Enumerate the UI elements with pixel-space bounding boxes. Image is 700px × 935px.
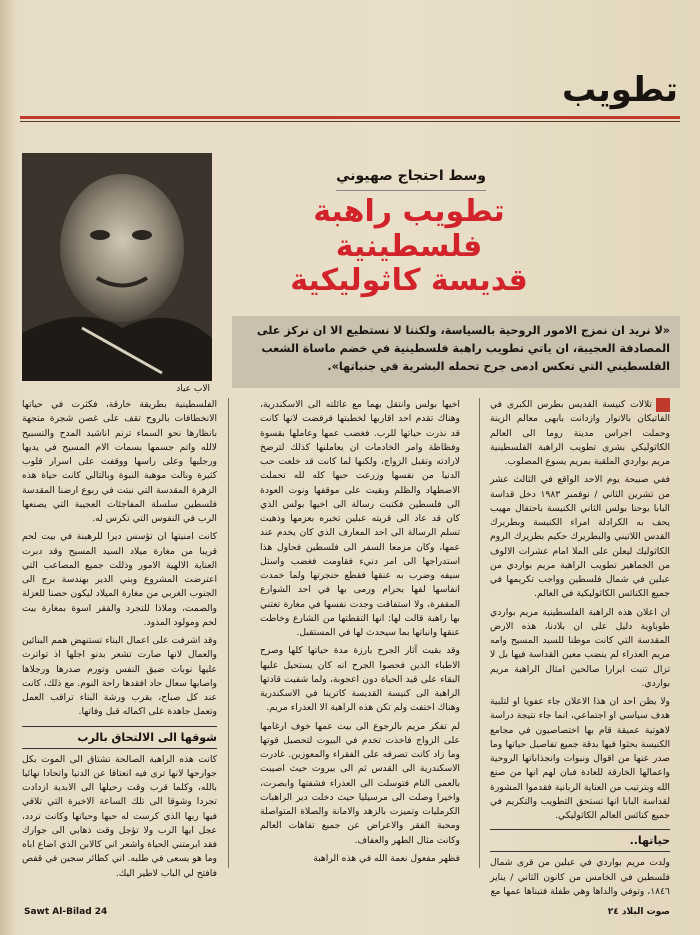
col2-paragraph-1: اخيها بولس وانتقل بهما مع عائلته الى الاسكندرية، وهناك تقدم احد اقاربها لخطبتها فرفضت لانها كانت قد نذرت حياتها للرب. فغضب عمها وعاملها بقسوة وفظاظة وامر الخادمات ان يعاملنها كذلك لترضخ لارادته وتقبل الزواج، ولكنها لما كانت قد خلعت حب الدنيا من نفسها وزرعت حبها كله لله تحملت الاضطهاد والظلم وبقيت على موقفها ونوت العودة الى فلسطين فكتبت رسالة الى اخيها بولس الذي كان قد عاد الى قريته عبلين تخبره بعزمها وذهبت تسلم الرسالة الى احد المعارف الذي كان يخدم عند عمها، وكان مزمعا السفر الى فلسطين فحاول هذا استدراجها الى امر دنيء فقاومت فغضب واستل سيفه وضرب به عنقها فقطع حنجرتها ولما خمدت انفاسها لفها بحرام ورمى بها في احد الشوارع المقفرة، ولا استفاقت وجدت نفسها في مغارة تعتني بها راهبة قالت لها: انها التقطتها من الشارع وخاطت عنقها وانباتها بما سيحدث لها في المستقبل. <box>260 399 460 638</box>
section-label: تطويب <box>562 70 678 110</box>
col3-paragraph-3: وقد اشرفت على اعمال البناء تستنهض همم البنائين والعمال لانها صارت تشعر بدنو اجلها اذ تواترت عليها نوبات ضيق النفس وتورم صدرها ورجلاها واصابها سعال حاد افقدها راحة النوم. مع ذلك، كانت عند كل صباح، بقرب ورشة البناء تراقب العمل وتعمل جاهدة على اكماله قبل وفاتها. <box>22 635 217 718</box>
photo-caption: الاب عياد <box>176 384 210 394</box>
column-divider-2 <box>228 398 229 868</box>
col3-subhead: شوقها الى الالتحاق بالرب <box>22 726 217 749</box>
col3-paragraph-2: كانت امنيتها ان تؤسس ديرا للرهبنة في بيت لحم قريبا من مغارة ميلاد السيد المسيح وقد دبرت العناية الالهية الامور وذللت جميع المصاعب التي اعترضت المشروع وبني الدير بهندسة برج الى الجنوب الغربي من مغارة الميلاد ليكون حصنا للعزلة والصمت، وملاذا للتجرد والفقر اسوة بمغارة بيت لحم ومولود المذود. <box>22 531 217 628</box>
section-bullet-icon <box>656 398 670 412</box>
col2-paragraph-4: فظهر مفعول نعمة الله في هذه الراهبة <box>313 852 460 864</box>
headline-line-2: قديسة كاثوليكية <box>290 263 528 298</box>
portrait-illustration <box>22 153 212 381</box>
footer-folio-right: صوت البلاد ٢٤ <box>607 907 670 917</box>
col1-paragraph-5: ولدت مريم بواردي في عبلين من قرى شمال فلسطين في الخامس من كانون الثاني / يناير ١٨٤٦، وتوفي والداها وهي طفلة فتبناها عمها مع <box>490 857 670 897</box>
kicker-rule <box>336 190 486 191</box>
headline <box>244 195 574 299</box>
article-column-2 <box>260 398 460 866</box>
footer-folio-left: Sawt Al-Bilad 24 <box>24 907 108 917</box>
kicker: وسط احتجاج صهيوني <box>336 168 486 184</box>
col1-paragraph-2: ففي صبيحة يوم الاحد الواقع في الثالث عشر من تشرين الثاني / نوفمبر ١٩٨٣ دخل قداسة البابا يوحنا بولس الثاني الكنيسة باحتفال مهيب يحف به الكرادلة امراء الكنيسة وبطريرك القدس اللاتيني والبطريرك حكيم بطريرك الروم الكاثوليك ليعلن على الملا امام عشرات الالوف من الجماهير تطويب الراهبة مريم بواردي من عبلين في شمال فلسطين وواجب تكريمها في جميع الكنائس الكاثوليكية في العالم. <box>490 474 670 600</box>
article-column-1 <box>490 398 670 899</box>
portrait-photo <box>22 153 212 381</box>
col1-paragraph-1: تلالات كنيسة القديس بطرس الكبرى في الفاتيكان بالانوار وازدانت بابهى معالم الزينة وحملت اجراس مدينة روما الى العالم الكاثوليكي بشرى تطويب الراهبة الفلسطينية مريم بواردي الملقبة بمريم يسوع المصلوب. <box>490 399 670 467</box>
column-divider-1 <box>479 398 480 868</box>
col2-paragraph-2: وقد بقيت آثار الجرح بارزة مدة حياتها كلها وصرح الاطباء الذين فحصوا الجرح انه كان يستحيل عليها البقاء على قيد الحياة دون اعجوبة، ولما شفيت قادتها الراهبة الى كنيسة القديسة كاترينا في الاسكندرية وهناك اختفت ولم تكن هذه الراهبة الا العذراء مريم. <box>260 645 460 714</box>
pull-quote: «لا نريد ان نمزج الامور الروحية بالسياسة، ولكننا لا نستطيع الا ان نركز على المصادفة العجيبة، ان ياتي تطويب راهبة فلسطينية في خضم ماساة الشعب الفلسطيني التي تعكس ادمى جرح تحمله البشرية في جنباتها». <box>232 316 680 388</box>
headline-line-1: تطويب راهبة فلسطينية <box>313 194 505 264</box>
col1-paragraph-4: ولا يظن احد ان هذا الاعلان جاء عفويا او لتلبية هدف سياسي او اجتماعي، انما جاء نتيجة دراسة لاهوتية عميقة قام بها اختصاصيون في مجامع الكنيسة بحثوا فيها بدقة جميع تفاصيل حياتها وما صدر عنها من اقوال ونبوات وانجذاباتها الروحية واعمالها الخارقة للعادة فبان لهم انها من صنع الله وبترتيب من العناية الربانية فقدموا المشورة لقداسة البابا انها تستحق التطويب والتكريم في جميع كنائس العالم الكاثوليكي. <box>490 696 670 821</box>
col1-paragraph-3: ان اعلان هذه الراهبة الفلسطينية مريم بواردي طوباوية دليل على ان بلادنا، هذه الارض المقدسة التي كانت موطنا للسيد المسيح وامه مريم العذراء لم ينضب معين القداسة فيها بل لا تزال تنبت ابرارا صالحين امثال الراهبة مريم بواردي. <box>490 606 670 689</box>
col3-paragraph-1: الفلسطينية بطريقة خارقة، فكثرت في حياتها الانخطافات بالروح تقف على غصن شجرة متجهة بانظارها نحو السماء ترنم اناشيد المدح والتسبيح لالله واتم جسمها بسمات الام المسيح في يديها ورجليها وعلى راسها ووقفت على اسرار قلوب كثيرة ونالت موهبة النبوة وبالتالي كانت حياة هذه الزهرة المقدسة التي نبتت في ربوع ارضنا المقدسة فلسطين سلسلة المفاجئات العجيبة التي يصنعها الرب في النفوس التي تكرس له. <box>22 399 217 524</box>
col3-paragraph-4: كانت هذه الراهبة الصالحة تشتاق الى الموت بكل جوارحها لانها ترى فيه انعتاقا عن الدنيا واتحادا نهائيا بالله، وكلما قرب وقت رحيلها الى الابدية ازدادت تجردا وشوقا الى تلك الساعة الاخيرة التي تلاقي فيها ربها الذي كرست له حبها وحياتها وكانت تردد، عجل ايها الرب ولا تؤجل وقت ذهابي الى جوارك فقد ابرمتني الحياة واشعر اني كالابن الذي اضاع اباه وما هو يسعى في طلبه. اني كطائر سجين في قفص فافتح لي الباب لاطير اليك. <box>22 753 217 879</box>
article-column-3 <box>22 398 217 881</box>
col1-subhead: حياتها.. <box>490 829 670 852</box>
header-rule-thin <box>20 121 680 122</box>
col2-paragraph-3: لم تفكر مريم بالرجوع الى بيت عمها خوف ارغامها على الزواج فاخذت تخدم في البيوت لتحصيل قوتها وما زاد كانت تصرفه على الفقراء والمعوزين. غادرت الاسكندرية الى القدس ثم الى بيروت حيث اصيبت بالعمى التام فتوسلت الى العذراء فشفتها وابصرت، واخيرا وصلت الى مرسيليا حيث دخلت دير الراهبات الكرمليات وتميزت بالزهد والامانة والصلاة المتواصلة ومحبة الفقر والاعراض عن جميع تفاهات العالم وكانت مثال الطهر والعفاف. <box>260 720 460 846</box>
header-rule-red <box>20 116 680 119</box>
